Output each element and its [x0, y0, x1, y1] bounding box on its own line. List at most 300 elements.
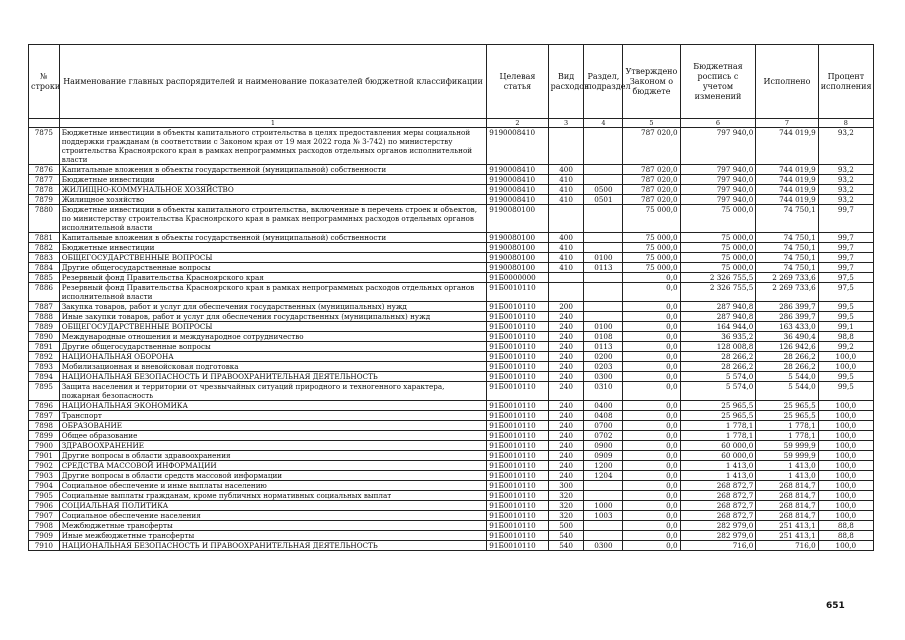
- execution-percent: 99,2: [818, 342, 873, 352]
- approved-amount: 787 020,0: [623, 165, 680, 175]
- budget-list-amount: 1 413,0: [680, 471, 756, 481]
- executed-amount: 268 814,7: [756, 501, 818, 511]
- target-article: 9190008410: [487, 175, 548, 185]
- header-row-number: № строки: [29, 45, 60, 119]
- row-number: 7893: [29, 362, 60, 372]
- executed-amount: 25 965,5: [756, 401, 818, 411]
- approved-amount: 75 000,0: [623, 205, 680, 233]
- section: [584, 128, 623, 165]
- executed-amount: 744 019,9: [756, 195, 818, 205]
- execution-percent: 100,0: [818, 461, 873, 471]
- expense-type: 240: [548, 421, 584, 431]
- approved-amount: 0,0: [623, 411, 680, 421]
- header-budget-list: Бюджетная роспись с учетом изменений: [680, 45, 756, 119]
- expense-type: 240: [548, 411, 584, 421]
- table-row: [29, 175, 874, 185]
- executed-amount: 74 750,1: [756, 205, 818, 233]
- column-number: 5: [623, 119, 680, 128]
- table-row: [29, 541, 874, 551]
- section: 1200: [584, 461, 623, 471]
- row-name: Бюджетные инвестиции: [59, 243, 487, 253]
- budget-list-amount: 25 965,5: [680, 411, 756, 421]
- row-number: 7900: [29, 441, 60, 451]
- execution-percent: 100,0: [818, 401, 873, 411]
- execution-percent: 100,0: [818, 541, 873, 551]
- budget-list-amount: 2 326 755,5: [680, 283, 756, 302]
- budget-list-amount: 75 000,0: [680, 243, 756, 253]
- row-name: СОЦИАЛЬНАЯ ПОЛИТИКА: [59, 501, 487, 511]
- column-number-row: [29, 119, 874, 128]
- section: 0408: [584, 411, 623, 421]
- row-number: 7898: [29, 421, 60, 431]
- section: 0310: [584, 382, 623, 401]
- expense-type: 500: [548, 521, 584, 531]
- row-name: Социальное обеспечение населения: [59, 511, 487, 521]
- table-row: [29, 205, 874, 233]
- table-row: [29, 521, 874, 531]
- row-number: 7885: [29, 273, 60, 283]
- table-row: [29, 263, 874, 273]
- executed-amount: 268 814,7: [756, 511, 818, 521]
- row-number: 7884: [29, 263, 60, 273]
- section: [584, 312, 623, 322]
- section: 0113: [584, 342, 623, 352]
- target-article: 91Б0010110: [487, 481, 548, 491]
- target-article: 91Б0010110: [487, 411, 548, 421]
- header-name: Наименование главных распорядителей и наименование показателей бюджетной классификации: [59, 45, 487, 119]
- section: 0300: [584, 372, 623, 382]
- approved-amount: 787 020,0: [623, 128, 680, 165]
- expense-type: 200: [548, 302, 584, 312]
- expense-type: 320: [548, 511, 584, 521]
- row-number: 7908: [29, 521, 60, 531]
- expense-type: [548, 273, 584, 283]
- table-row: [29, 491, 874, 501]
- row-number: 7895: [29, 382, 60, 401]
- executed-amount: 1 413,0: [756, 461, 818, 471]
- row-number: 7902: [29, 461, 60, 471]
- execution-percent: 100,0: [818, 431, 873, 441]
- executed-amount: 744 019,9: [756, 185, 818, 195]
- section: [584, 205, 623, 233]
- row-number: 7879: [29, 195, 60, 205]
- page-number: 651: [826, 601, 845, 611]
- section: 0300: [584, 541, 623, 551]
- approved-amount: 0,0: [623, 382, 680, 401]
- budget-list-amount: 25 965,5: [680, 401, 756, 411]
- row-number: 7909: [29, 531, 60, 541]
- execution-percent: 99,5: [818, 382, 873, 401]
- approved-amount: 0,0: [623, 372, 680, 382]
- table-row: [29, 501, 874, 511]
- budget-list-amount: 282 979,0: [680, 521, 756, 531]
- target-article: 91Б0010110: [487, 401, 548, 411]
- section: 1003: [584, 511, 623, 521]
- row-name: Резервный фонд Правительства Красноярского края: [59, 273, 487, 283]
- approved-amount: 0,0: [623, 521, 680, 531]
- executed-amount: 268 814,7: [756, 481, 818, 491]
- row-number: 7907: [29, 511, 60, 521]
- header-executed: Исполнено: [756, 45, 818, 119]
- column-number: 6: [680, 119, 756, 128]
- budget-list-amount: 797 940,0: [680, 185, 756, 195]
- execution-percent: 88,8: [818, 521, 873, 531]
- execution-percent: 93,2: [818, 195, 873, 205]
- executed-amount: 1 413,0: [756, 471, 818, 481]
- target-article: 9190080100: [487, 205, 548, 233]
- budget-list-amount: 716,0: [680, 541, 756, 551]
- execution-percent: 100,0: [818, 441, 873, 451]
- budget-list-amount: 28 266,2: [680, 352, 756, 362]
- row-name: ОБЩЕГОСУДАРСТВЕННЫЕ ВОПРОСЫ: [59, 322, 487, 332]
- target-article: 9190008410: [487, 128, 548, 165]
- header-approved: Утверждено Законом о бюджете: [623, 45, 680, 119]
- row-name: Мобилизационная и вневойсковая подготовка: [59, 362, 487, 372]
- row-name: Капитальные вложения в объекты государственной (муниципальной) собственности: [59, 233, 487, 243]
- approved-amount: 0,0: [623, 441, 680, 451]
- table-row: [29, 481, 874, 491]
- target-article: 91Б0010110: [487, 362, 548, 372]
- execution-percent: 100,0: [818, 491, 873, 501]
- section: [584, 481, 623, 491]
- row-number: 7891: [29, 342, 60, 352]
- row-number: 7901: [29, 451, 60, 461]
- expense-type: 240: [548, 471, 584, 481]
- approved-amount: 0,0: [623, 342, 680, 352]
- target-article: 91Б0000000: [487, 273, 548, 283]
- row-name: Иные закупки товаров, работ и услуг для обеспечения государственных (муниципальных) нужд: [59, 312, 487, 322]
- table-row: [29, 372, 874, 382]
- execution-percent: 100,0: [818, 421, 873, 431]
- executed-amount: 59 999,9: [756, 441, 818, 451]
- table-row: [29, 273, 874, 283]
- row-name: Межбюджетные трансферты: [59, 521, 487, 531]
- row-number: 7904: [29, 481, 60, 491]
- expense-type: 300: [548, 481, 584, 491]
- expense-type: 240: [548, 362, 584, 372]
- approved-amount: 0,0: [623, 501, 680, 511]
- row-name: Другие вопросы в области средств массовой информации: [59, 471, 487, 481]
- row-number: 7905: [29, 491, 60, 501]
- table-row: [29, 451, 874, 461]
- expense-type: 410: [548, 263, 584, 273]
- target-article: 91Б0010110: [487, 491, 548, 501]
- approved-amount: 0,0: [623, 471, 680, 481]
- table-row: [29, 352, 874, 362]
- expense-type: 240: [548, 342, 584, 352]
- execution-percent: 93,2: [818, 165, 873, 175]
- target-article: 9190080100: [487, 263, 548, 273]
- approved-amount: 0,0: [623, 481, 680, 491]
- row-number: 7881: [29, 233, 60, 243]
- target-article: 91Б0010110: [487, 312, 548, 322]
- table-row: [29, 253, 874, 263]
- row-number: 7903: [29, 471, 60, 481]
- table-row: [29, 411, 874, 421]
- execution-percent: 99,5: [818, 312, 873, 322]
- section: 0200: [584, 352, 623, 362]
- execution-percent: 100,0: [818, 352, 873, 362]
- expense-type: [548, 128, 584, 165]
- row-name: НАЦИОНАЛЬНАЯ ЭКОНОМИКА: [59, 401, 487, 411]
- budget-table: [28, 44, 874, 551]
- column-number: [29, 119, 60, 128]
- row-name: Бюджетные инвестиции в объекты капитального строительства, включенные в перечень строек и объектов, по министерству строительства Красноярского края в рамках непрограммных расходов отдельных органов исполнительной власти: [59, 205, 487, 233]
- row-number: 7875: [29, 128, 60, 165]
- row-name: Другие вопросы в области здравоохранения: [59, 451, 487, 461]
- execution-percent: 99,7: [818, 233, 873, 243]
- header-expense-type: Вид расходов: [548, 45, 584, 119]
- budget-list-amount: 1 778,1: [680, 431, 756, 441]
- row-name: Международные отношения и международное сотрудничество: [59, 332, 487, 342]
- approved-amount: 75 000,0: [623, 243, 680, 253]
- executed-amount: 59 999,9: [756, 451, 818, 461]
- budget-list-amount: 60 000,0: [680, 441, 756, 451]
- target-article: 91Б0010110: [487, 352, 548, 362]
- executed-amount: 126 942,6: [756, 342, 818, 352]
- executed-amount: 286 399,7: [756, 302, 818, 312]
- execution-percent: 99,7: [818, 243, 873, 253]
- expense-type: [548, 205, 584, 233]
- executed-amount: 1 778,1: [756, 421, 818, 431]
- target-article: 9190080100: [487, 253, 548, 263]
- budget-list-amount: 1 778,1: [680, 421, 756, 431]
- executed-amount: 268 814,7: [756, 491, 818, 501]
- budget-list-amount: 268 872,7: [680, 511, 756, 521]
- target-article: 91Б0010110: [487, 471, 548, 481]
- table-row: [29, 195, 874, 205]
- budget-list-amount: 268 872,7: [680, 501, 756, 511]
- approved-amount: 787 020,0: [623, 185, 680, 195]
- row-name: Бюджетные инвестиции: [59, 175, 487, 185]
- approved-amount: 0,0: [623, 302, 680, 312]
- row-number: 7878: [29, 185, 60, 195]
- budget-list-amount: 75 000,0: [680, 233, 756, 243]
- budget-list-amount: 75 000,0: [680, 263, 756, 273]
- row-number: 7880: [29, 205, 60, 233]
- table-row: [29, 531, 874, 541]
- executed-amount: 744 019,9: [756, 175, 818, 185]
- approved-amount: 787 020,0: [623, 195, 680, 205]
- target-article: 91Б0010110: [487, 541, 548, 551]
- section: 0700: [584, 421, 623, 431]
- section: 0501: [584, 195, 623, 205]
- row-name: Другие общегосударственные вопросы: [59, 263, 487, 273]
- target-article: 91Б0010110: [487, 382, 548, 401]
- execution-percent: 93,2: [818, 128, 873, 165]
- approved-amount: 0,0: [623, 332, 680, 342]
- target-article: 9190008410: [487, 185, 548, 195]
- target-article: 91Б0010110: [487, 302, 548, 312]
- table-row: [29, 302, 874, 312]
- budget-list-amount: 128 008,8: [680, 342, 756, 352]
- column-number: 3: [548, 119, 584, 128]
- execution-percent: 99,5: [818, 302, 873, 312]
- row-name: Социальные выплаты гражданам, кроме публичных нормативных социальных выплат: [59, 491, 487, 501]
- row-number: 7876: [29, 165, 60, 175]
- section: 0100: [584, 322, 623, 332]
- row-number: 7897: [29, 411, 60, 421]
- execution-percent: 99,7: [818, 253, 873, 263]
- target-article: 91Б0010110: [487, 332, 548, 342]
- budget-list-amount: 36 935,2: [680, 332, 756, 342]
- row-name: ЖИЛИЩНО-КОММУНАЛЬНОЕ ХОЗЯЙСТВО: [59, 185, 487, 195]
- section: [584, 521, 623, 531]
- row-name: ЗДРАВООХРАНЕНИЕ: [59, 441, 487, 451]
- budget-list-amount: 797 940,0: [680, 165, 756, 175]
- executed-amount: 74 750,1: [756, 233, 818, 243]
- approved-amount: 75 000,0: [623, 263, 680, 273]
- executed-amount: 36 490,4: [756, 332, 818, 342]
- execution-percent: 99,1: [818, 322, 873, 332]
- executed-amount: 74 750,1: [756, 263, 818, 273]
- executed-amount: 25 965,5: [756, 411, 818, 421]
- expense-type: 240: [548, 441, 584, 451]
- executed-amount: 5 544,0: [756, 382, 818, 401]
- section: 1204: [584, 471, 623, 481]
- executed-amount: 251 413,1: [756, 531, 818, 541]
- table-row: [29, 165, 874, 175]
- target-article: 9190008410: [487, 165, 548, 175]
- budget-list-amount: 2 326 755,5: [680, 273, 756, 283]
- approved-amount: 0,0: [623, 283, 680, 302]
- target-article: 91Б0010110: [487, 461, 548, 471]
- table-row: [29, 312, 874, 322]
- target-article: 91Б0010110: [487, 342, 548, 352]
- execution-percent: 99,5: [818, 372, 873, 382]
- table-row: [29, 322, 874, 332]
- row-number: 7889: [29, 322, 60, 332]
- approved-amount: 0,0: [623, 421, 680, 431]
- header-row: [29, 45, 874, 119]
- target-article: 91Б0010110: [487, 431, 548, 441]
- expense-type: 410: [548, 175, 584, 185]
- row-number: 7899: [29, 431, 60, 441]
- execution-percent: 100,0: [818, 451, 873, 461]
- budget-list-amount: 75 000,0: [680, 253, 756, 263]
- executed-amount: 74 750,1: [756, 253, 818, 263]
- row-name: НАЦИОНАЛЬНАЯ ОБОРОНА: [59, 352, 487, 362]
- row-number: 7877: [29, 175, 60, 185]
- approved-amount: 0,0: [623, 491, 680, 501]
- row-name: Закупка товаров, работ и услуг для обеспечения государственных (муниципальных) нужд: [59, 302, 487, 312]
- budget-list-amount: 268 872,7: [680, 491, 756, 501]
- column-number: 8: [818, 119, 873, 128]
- row-name: СРЕДСТВА МАССОВОЙ ИНФОРМАЦИИ: [59, 461, 487, 471]
- table-row: [29, 401, 874, 411]
- section: 1000: [584, 501, 623, 511]
- row-name: ОБРАЗОВАНИЕ: [59, 421, 487, 431]
- row-name: Бюджетные инвестиции в объекты капитального строительства в целях предоставления меры социальной поддержки гражданам (в соответствии с Законом края от 19 мая 2022 года № 3-742) по министерству строительства Красноярского края в рамках непрограммных расходов отдельных органов исполнительной власти: [59, 128, 487, 165]
- row-name: Иные межбюджетные трансферты: [59, 531, 487, 541]
- table-row: [29, 382, 874, 401]
- executed-amount: 1 778,1: [756, 431, 818, 441]
- column-number: 2: [487, 119, 548, 128]
- target-article: 91Б0010110: [487, 451, 548, 461]
- executed-amount: 28 266,2: [756, 362, 818, 372]
- target-article: 91Б0010110: [487, 421, 548, 431]
- budget-list-amount: 164 944,0: [680, 322, 756, 332]
- executed-amount: 2 269 733,6: [756, 283, 818, 302]
- expense-type: 320: [548, 501, 584, 511]
- table-row: [29, 185, 874, 195]
- executed-amount: 74 750,1: [756, 243, 818, 253]
- execution-percent: 100,0: [818, 501, 873, 511]
- budget-list-amount: 797 940,0: [680, 128, 756, 165]
- execution-percent: 100,0: [818, 481, 873, 491]
- section: 0702: [584, 431, 623, 441]
- target-article: 91Б0010110: [487, 501, 548, 511]
- executed-amount: 744 019,9: [756, 128, 818, 165]
- row-name: Капитальные вложения в объекты государственной (муниципальной) собственности: [59, 165, 487, 175]
- table-row: [29, 283, 874, 302]
- executed-amount: 251 413,1: [756, 521, 818, 531]
- table-row: [29, 461, 874, 471]
- section: [584, 302, 623, 312]
- section: 0909: [584, 451, 623, 461]
- section: 0400: [584, 401, 623, 411]
- section: [584, 531, 623, 541]
- approved-amount: 0,0: [623, 273, 680, 283]
- expense-type: 240: [548, 451, 584, 461]
- expense-type: 240: [548, 322, 584, 332]
- column-number: 4: [584, 119, 623, 128]
- budget-list-amount: 282 979,0: [680, 531, 756, 541]
- expense-type: 320: [548, 491, 584, 501]
- budget-list-amount: 797 940,0: [680, 175, 756, 185]
- execution-percent: 98,8: [818, 332, 873, 342]
- row-name: Защита населения и территории от чрезвычайных ситуаций природного и техногенного характера, пожарная безопасность: [59, 382, 487, 401]
- row-name: НАЦИОНАЛЬНАЯ БЕЗОПАСНОСТЬ И ПРАВООХРАНИТЕЛЬНАЯ ДЕЯТЕЛЬНОСТЬ: [59, 372, 487, 382]
- execution-percent: 100,0: [818, 362, 873, 372]
- table-row: [29, 128, 874, 165]
- approved-amount: 0,0: [623, 451, 680, 461]
- row-name: Жилищное хозяйство: [59, 195, 487, 205]
- table-row: [29, 441, 874, 451]
- expense-type: 240: [548, 312, 584, 322]
- row-number: 7888: [29, 312, 60, 322]
- expense-type: 240: [548, 382, 584, 401]
- section: 0108: [584, 332, 623, 342]
- section: 0203: [584, 362, 623, 372]
- execution-percent: 99,7: [818, 205, 873, 233]
- executed-amount: 163 433,0: [756, 322, 818, 332]
- expense-type: 540: [548, 541, 584, 551]
- section: [584, 283, 623, 302]
- execution-percent: 88,8: [818, 531, 873, 541]
- table-row: [29, 362, 874, 372]
- budget-list-amount: 287 940,8: [680, 312, 756, 322]
- table-row: [29, 471, 874, 481]
- table-row: [29, 431, 874, 441]
- approved-amount: 0,0: [623, 511, 680, 521]
- row-name: Транспорт: [59, 411, 487, 421]
- row-number: 7910: [29, 541, 60, 551]
- executed-amount: 2 269 733,6: [756, 273, 818, 283]
- approved-amount: 0,0: [623, 322, 680, 332]
- table-body: [29, 128, 874, 551]
- row-number: 7894: [29, 372, 60, 382]
- row-name: ОБЩЕГОСУДАРСТВЕННЫЕ ВОПРОСЫ: [59, 253, 487, 263]
- row-number: 7890: [29, 332, 60, 342]
- approved-amount: 0,0: [623, 541, 680, 551]
- row-name: Другие общегосударственные вопросы: [59, 342, 487, 352]
- budget-list-amount: 268 872,7: [680, 481, 756, 491]
- expense-type: 410: [548, 243, 584, 253]
- execution-percent: 100,0: [818, 511, 873, 521]
- section: [584, 175, 623, 185]
- header-target-article: Целевая статья: [487, 45, 548, 119]
